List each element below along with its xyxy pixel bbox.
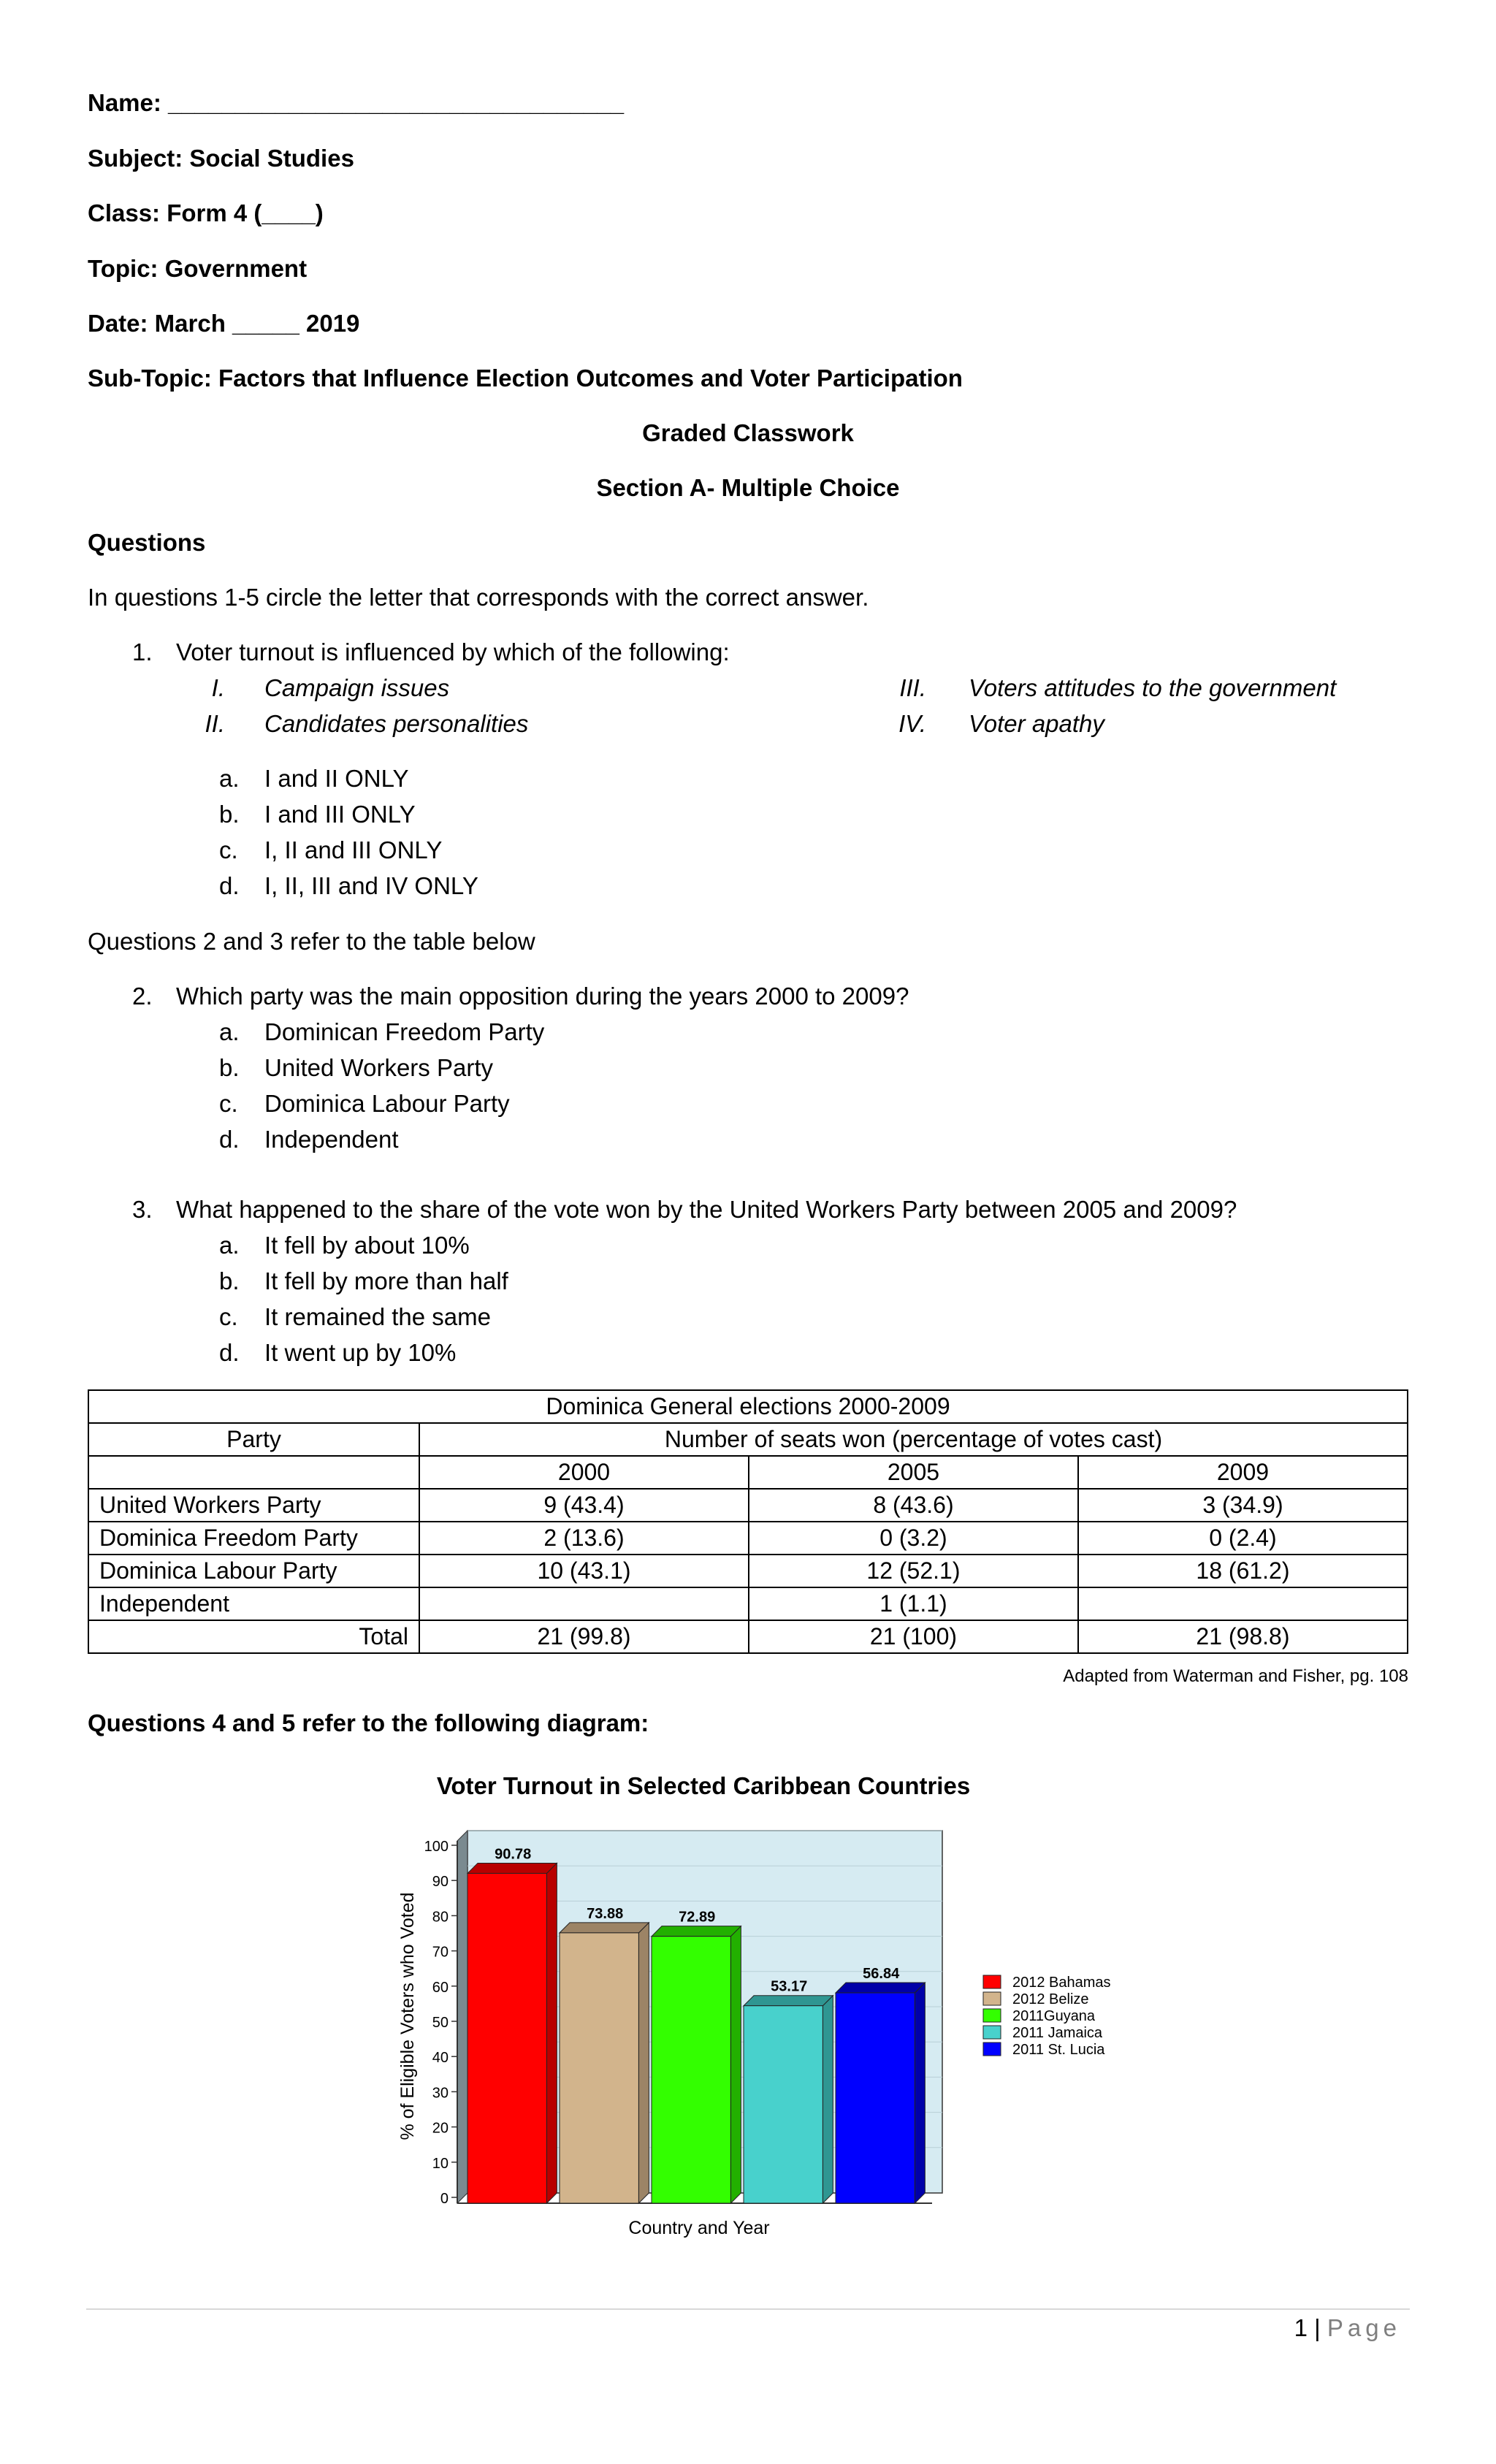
- q1-roman-numeral: IV.: [898, 710, 926, 737]
- chart-y-tick-label: 100: [424, 1839, 449, 1855]
- chart-legend-label: 2011 Jamaica: [1012, 2025, 1103, 2041]
- table-total-row: [88, 1620, 1408, 1653]
- table-seats-header: Number of seats won (percentage of votes cast): [419, 1423, 1408, 1456]
- q2-text: Which party was the main opposition during the years 2000 to 2009?: [176, 983, 909, 1010]
- table-cell: 12 (52.1): [749, 1555, 1078, 1587]
- chart-data-label: 56.84: [863, 1966, 900, 1983]
- table-party-header: Party: [88, 1423, 419, 1456]
- chart-bar-top: [744, 1996, 833, 2006]
- table-party-cell: United Workers Party: [88, 1489, 419, 1522]
- q3-option[interactable]: It remained the same: [264, 1303, 491, 1330]
- q1-roman-item: Voter apathy: [969, 710, 1104, 737]
- page-number: 1: [1294, 2314, 1308, 2341]
- table-cell: 1 (1.1): [749, 1587, 1078, 1620]
- table-party-cell: Dominica Labour Party: [88, 1555, 419, 1587]
- footer-divider: [86, 2308, 1410, 2310]
- table-cell: [419, 1587, 749, 1620]
- table-cell: [1078, 1587, 1408, 1620]
- questions-heading: Questions: [88, 529, 206, 556]
- chart-y-tick-label: 0: [440, 2191, 449, 2207]
- table-year-header: 2000: [419, 1456, 749, 1489]
- chart-title: Voter Turnout in Selected Caribbean Countries: [436, 1772, 971, 1799]
- q2-option[interactable]: Independent: [264, 1126, 399, 1153]
- table-cell: 0 (3.2): [749, 1522, 1078, 1555]
- page-label: Page: [1327, 2314, 1401, 2341]
- q1-roman-item: Campaign issues: [264, 674, 450, 701]
- q1-option-letter: d.: [219, 872, 240, 899]
- chart-x-axis-label: Country and Year: [628, 2218, 770, 2238]
- refer-diagram-text: Questions 4 and 5 refer to the following diagram:: [88, 1709, 649, 1736]
- chart-legend-label: 2012 Belize: [1012, 1991, 1089, 2007]
- chart-data-label: 90.78: [495, 1846, 532, 1863]
- chart-y-tick-label: 30: [432, 2085, 449, 2102]
- chart-y-tick-label: 60: [432, 1979, 449, 1996]
- q2-option-letter: c.: [219, 1090, 238, 1117]
- q3-number: 3.: [132, 1196, 153, 1223]
- chart-data-label: 72.89: [679, 1909, 716, 1926]
- chart-bar: [836, 1993, 915, 2203]
- q1-option-letter: a.: [219, 765, 240, 792]
- chart-bar: [468, 1873, 546, 2203]
- date-line: Date: March _____ 2019: [88, 310, 360, 337]
- chart-legend-swatch: [983, 2009, 1001, 2022]
- chart-legend-swatch: [983, 1992, 1001, 2005]
- q1-option-letter: c.: [219, 836, 238, 863]
- chart-legend-swatch: [983, 2042, 1001, 2056]
- chart-bar: [744, 2006, 823, 2203]
- table-cell: 18 (61.2): [1078, 1555, 1408, 1587]
- chart-y-tick-label: 50: [432, 2015, 449, 2031]
- q2-number: 2.: [132, 983, 153, 1010]
- q1-roman-numeral: II.: [205, 710, 225, 737]
- class-line: Class: Form 4 (____): [88, 199, 324, 226]
- table-row: [88, 1587, 1408, 1620]
- chart-data-label: 73.88: [587, 1905, 624, 1922]
- q1-option[interactable]: I and II ONLY: [264, 765, 409, 792]
- refer-table-text: Questions 2 and 3 refer to the table below: [88, 928, 535, 955]
- chart-y-tick-label: 10: [432, 2155, 449, 2172]
- q2-option-letter: d.: [219, 1126, 240, 1153]
- table-cell: 10 (43.1): [419, 1555, 749, 1587]
- page-footer: [1294, 2314, 1401, 2342]
- elections-table: [88, 1389, 1408, 1654]
- table-empty-cell: [88, 1456, 419, 1489]
- q2-option-letter: a.: [219, 1018, 240, 1045]
- chart-legend-swatch: [983, 2026, 1001, 2039]
- table-cell: 0 (2.4): [1078, 1522, 1408, 1555]
- chart-bar-side: [730, 1926, 741, 2203]
- chart-y-axis-label: % of Eligible Voters who Voted: [397, 1892, 418, 2140]
- subtopic-line: Sub-Topic: Factors that Influence Election Outcomes and Voter Participation: [88, 365, 963, 392]
- chart-bar: [652, 1937, 730, 2203]
- q1-roman-item: Candidates personalities: [264, 710, 529, 737]
- chart-y-tick-label: 40: [432, 2050, 449, 2067]
- chart-bar-top: [468, 1863, 557, 1873]
- chart-bar: [560, 1933, 638, 2203]
- q3-option[interactable]: It went up by 10%: [264, 1339, 457, 1366]
- q3-text: What happened to the share of the vote won by the United Workers Party between 2005 and 2009?: [176, 1196, 1237, 1223]
- table-row: [88, 1489, 1408, 1522]
- q2-option[interactable]: Dominica Labour Party: [264, 1090, 510, 1117]
- chart-legend-swatch: [983, 1975, 1001, 1988]
- table-total-label: Total: [88, 1620, 419, 1653]
- q3-option-letter: b.: [219, 1267, 240, 1294]
- chart-side-wall: [457, 1831, 468, 2203]
- q1-roman-item: Voters attitudes to the government: [969, 674, 1337, 701]
- table-year-header: 2009: [1078, 1456, 1408, 1489]
- chart-y-tick-label: 70: [432, 1944, 449, 1961]
- table-title: Dominica General elections 2000-2009: [88, 1390, 1408, 1423]
- table-cell: 9 (43.4): [419, 1489, 749, 1522]
- footer-separator: |: [1314, 2314, 1321, 2341]
- chart-bar-top: [560, 1923, 649, 1933]
- chart-legend-label: 2012 Bahamas: [1012, 1975, 1111, 1991]
- chart-legend-label: 2011Guyana: [1012, 2008, 1096, 2024]
- q1-roman-numeral: III.: [899, 674, 926, 701]
- q1-number: 1.: [132, 638, 153, 665]
- chart-bar-side: [546, 1863, 557, 2203]
- name-field: Name: __________________________________: [88, 89, 625, 116]
- q1-option[interactable]: I, II and III ONLY: [264, 836, 443, 863]
- q3-option-letter: c.: [219, 1303, 238, 1330]
- table-source: Adapted from Waterman and Fisher, pg. 108: [1063, 1666, 1408, 1686]
- q2-option[interactable]: United Workers Party: [264, 1054, 493, 1081]
- chart-data-label: 53.17: [771, 1978, 808, 1995]
- chart-bar-side: [638, 1923, 649, 2203]
- table-cell: 2 (13.6): [419, 1522, 749, 1555]
- topic-line: Topic: Government: [88, 255, 308, 282]
- table-party-cell: Independent: [88, 1587, 419, 1620]
- chart-bar-top: [836, 1983, 925, 1993]
- q1-option[interactable]: I and III ONLY: [264, 801, 416, 828]
- table-year-header: 2005: [749, 1456, 1078, 1489]
- table-row: [88, 1522, 1408, 1555]
- q2-option-letter: b.: [219, 1054, 240, 1081]
- q3-option-letter: d.: [219, 1339, 240, 1366]
- chart-y-tick-label: 20: [432, 2120, 449, 2137]
- q1-option-letter: b.: [219, 801, 240, 828]
- q1-option[interactable]: I, II, III and IV ONLY: [264, 872, 478, 899]
- subject-line: Subject: Social Studies: [88, 145, 354, 172]
- chart-bar-side: [915, 1983, 925, 2203]
- section-heading: Section A- Multiple Choice: [596, 474, 900, 501]
- table-cell: 3 (34.9): [1078, 1489, 1408, 1522]
- q3-option[interactable]: It fell by about 10%: [264, 1232, 470, 1259]
- table-total-cell: 21 (99.8): [419, 1620, 749, 1653]
- instruction-text: In questions 1-5 circle the letter that corresponds with the correct answer.: [88, 584, 869, 611]
- table-total-cell: 21 (100): [749, 1620, 1078, 1653]
- table-row: [88, 1555, 1408, 1587]
- table-party-cell: Dominica Freedom Party: [88, 1522, 419, 1555]
- chart-y-tick-label: 80: [432, 1909, 449, 1926]
- q1-text: Voter turnout is influenced by which of the following:: [176, 638, 730, 665]
- chart-y-tick-label: 90: [432, 1874, 449, 1891]
- table-cell: 8 (43.6): [749, 1489, 1078, 1522]
- graded-classwork-heading: Graded Classwork: [642, 419, 854, 446]
- chart-bar-top: [652, 1926, 741, 1937]
- table-total-cell: 21 (98.8): [1078, 1620, 1408, 1653]
- voter-turnout-chart: [380, 1768, 1198, 2250]
- chart-bar-side: [823, 1996, 833, 2203]
- q3-option[interactable]: It fell by more than half: [264, 1267, 508, 1294]
- q3-option-letter: a.: [219, 1232, 240, 1259]
- chart-legend-label: 2011 St. Lucia: [1012, 2042, 1105, 2058]
- q2-option[interactable]: Dominican Freedom Party: [264, 1018, 545, 1045]
- q1-roman-numeral: I.: [211, 674, 225, 701]
